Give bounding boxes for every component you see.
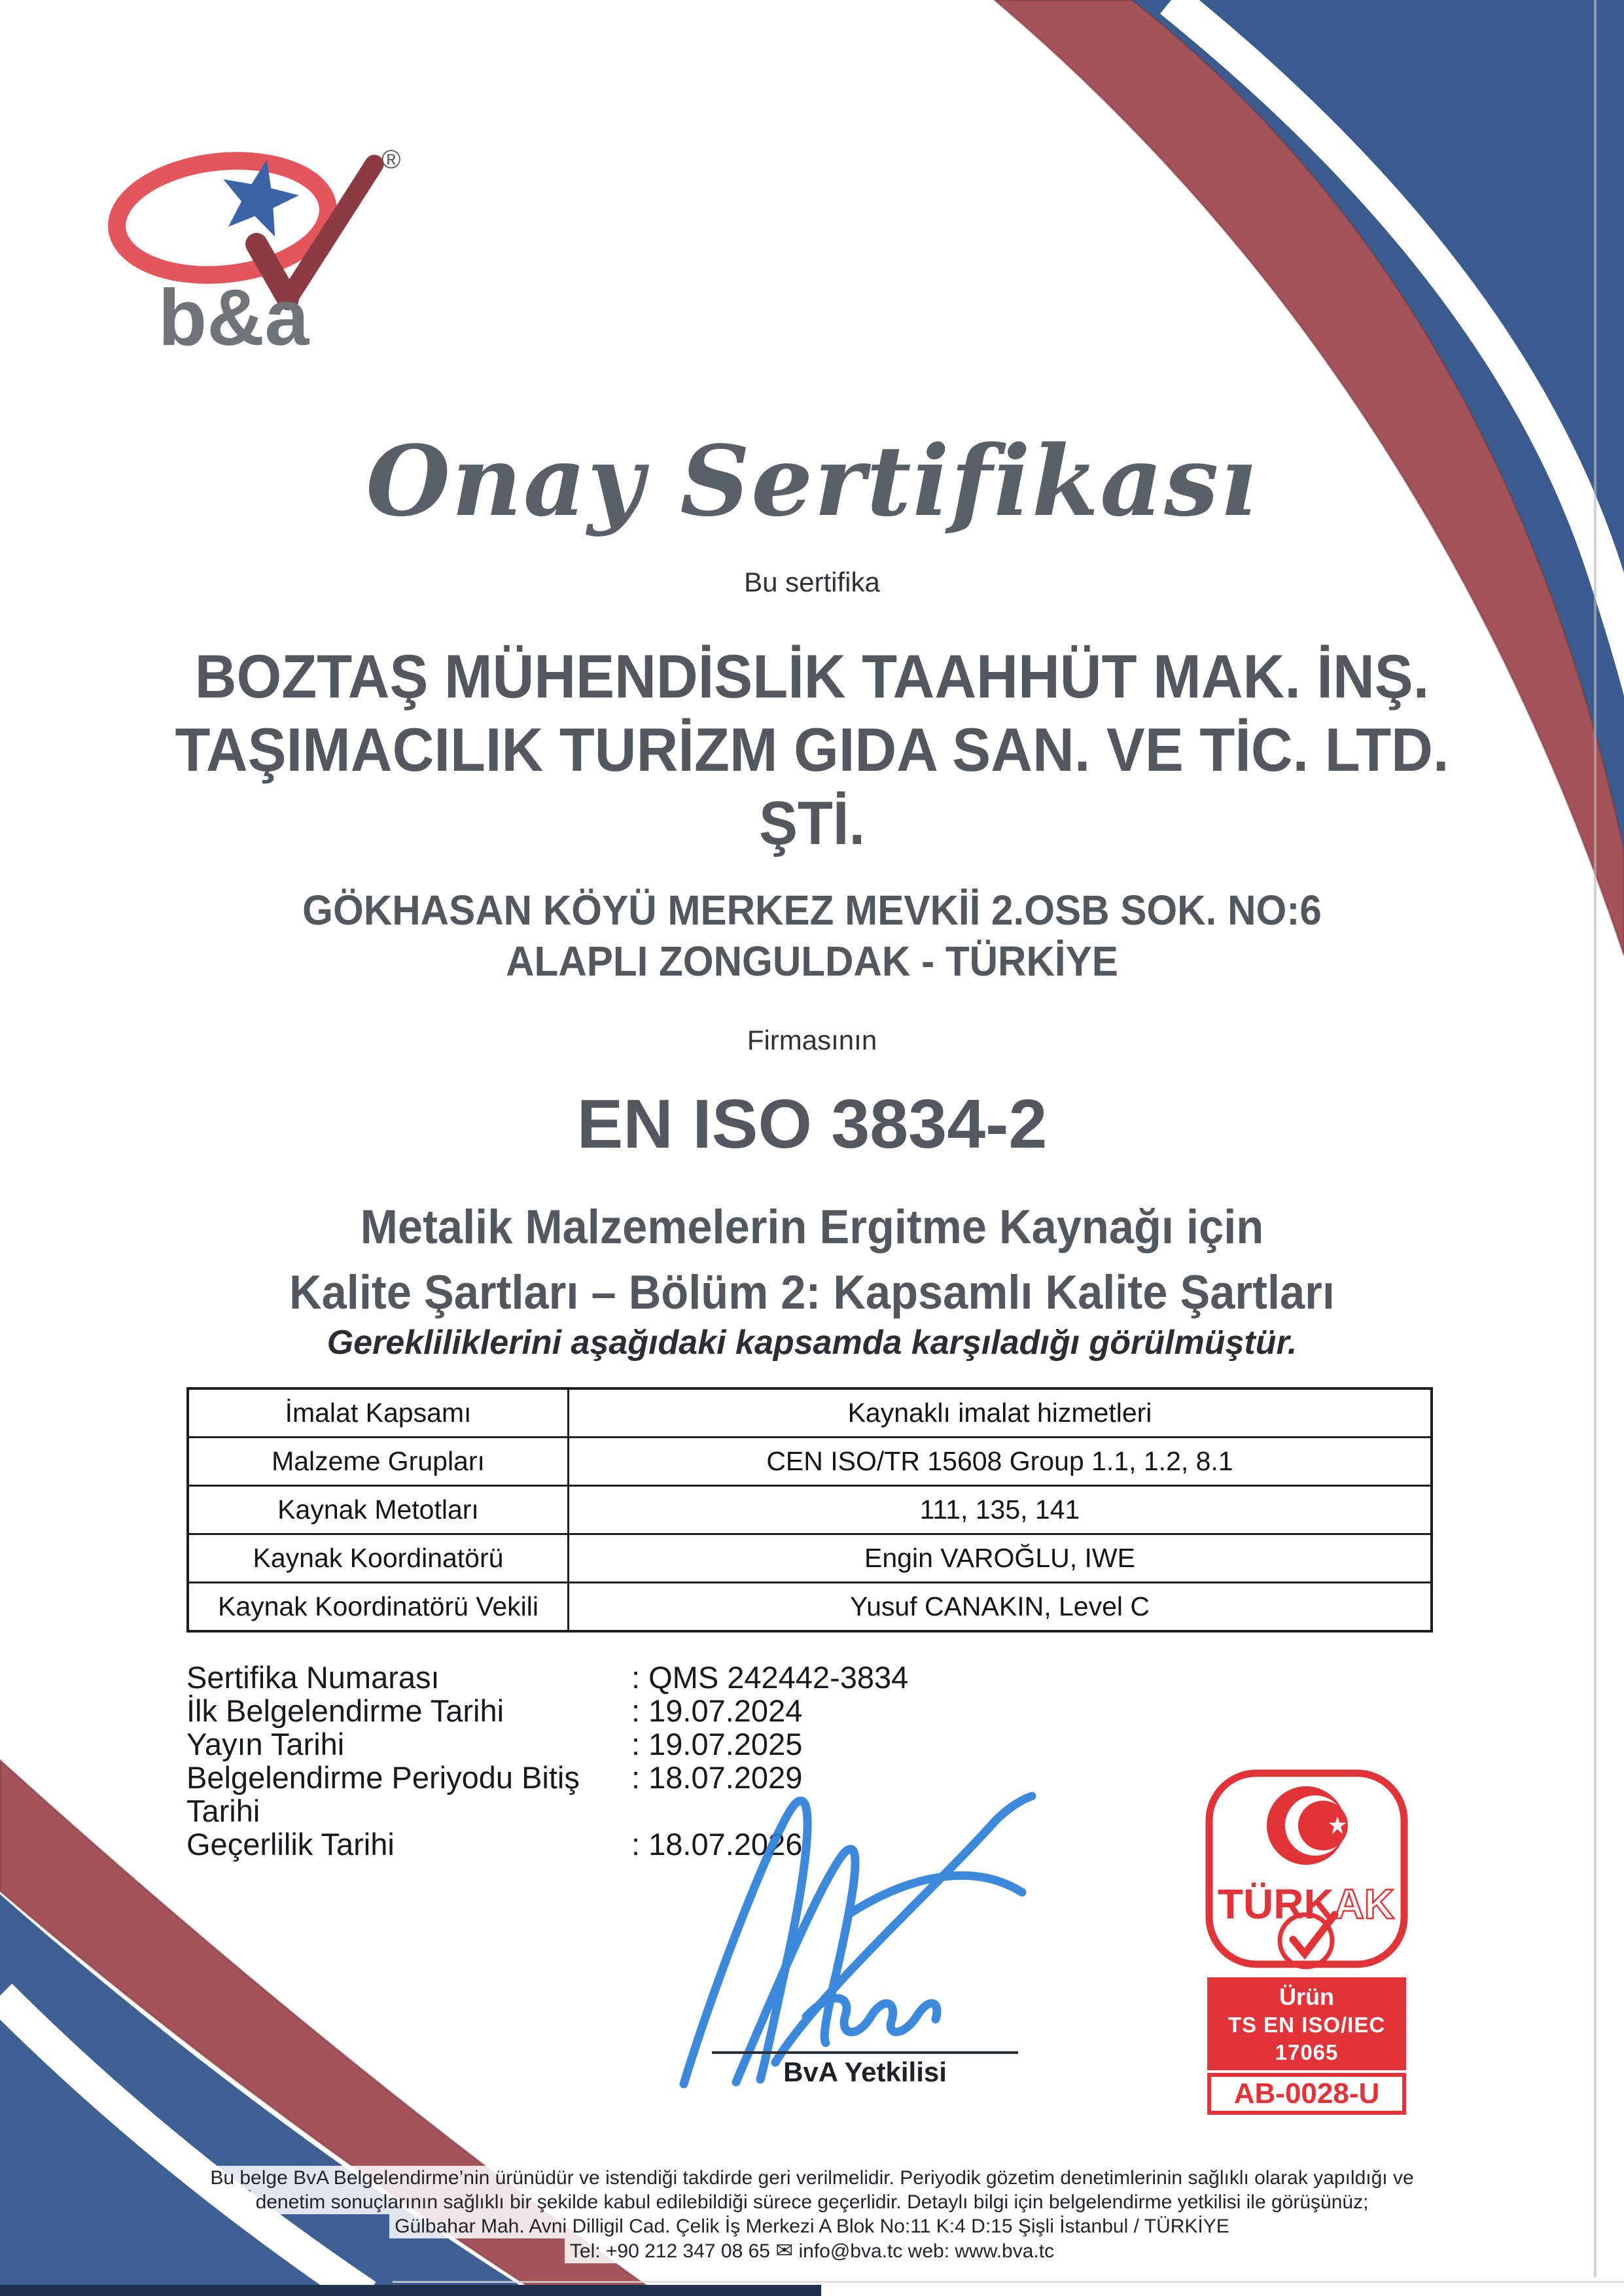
table-row-value: Engin VAROĞLU, IWE <box>864 1543 1135 1573</box>
detail-label: Belgelendirme Periyodu Bitiş Tarihi <box>186 1760 580 1828</box>
company-line: TAŞIMACILIK TURİZM GIDA SAN. VE TİC. LTD. <box>175 715 1449 784</box>
company-line: ŞTİ. <box>758 788 866 857</box>
signature-line <box>712 2051 1018 2054</box>
footer-email-web: info@bva.tc web: www.bva.tc <box>798 2240 1055 2262</box>
logo-brand-text: b&a <box>158 273 309 362</box>
footer-line: Bu belge BvA Belgelendirme’nin ürünüdür ve istendiği takdirde geri verilmelidir. Periyodik gözetim denetimlerinin sağlıklı olarak yapıldığı ve <box>205 2166 1419 2190</box>
table-row-label: Kaynak Koordinatörü <box>189 1535 569 1581</box>
intro-text: Bu sertifika <box>744 567 880 597</box>
signatory-title: BvA Yetkilisi <box>783 2057 947 2087</box>
turkak-scheme-label: Ürün <box>1279 1983 1334 2010</box>
conformity-note: Gerekliliklerini aşağıdaki kapsamda karşıladığı görülmüştür. <box>327 1324 1297 1362</box>
bottom-scan-line <box>393 2281 1624 2283</box>
table-row-label: Malzeme Grupları <box>189 1438 569 1485</box>
turkak-accreditation-number: AB-0028-U <box>1207 2073 1406 2115</box>
standard-code: EN ISO 3834-2 <box>576 1086 1048 1163</box>
turkak-logo <box>1203 1765 1412 1972</box>
envelope-icon: ✉ <box>775 2238 794 2262</box>
table-row <box>189 1390 1430 1436</box>
handwritten-signature <box>654 1780 1073 2094</box>
detail-label: İlk Belgelendirme Tarihi <box>186 1693 504 1728</box>
footer-tel: Tel: +90 212 347 08 65 <box>569 2240 770 2262</box>
detail-value: : QMS 242442-3834 <box>631 1660 909 1695</box>
turkak-accreditation-banner <box>1207 1977 1406 2115</box>
table-row <box>189 1581 1430 1630</box>
svg-text:TÜRKAK <box>1218 1881 1394 1928</box>
scope-table <box>186 1387 1433 1633</box>
standard-title-line: Metalik Malzemelerin Ergitme Kaynağı için <box>360 1201 1264 1254</box>
table-row-value: CEN ISO/TR 15608 Group 1.1, 1.2, 8.1 <box>766 1446 1233 1476</box>
bottom-navy-strip <box>0 2285 821 2296</box>
table-row-value: Yusuf CANAKIN, Level C <box>849 1591 1150 1621</box>
detail-row <box>186 1694 1037 1727</box>
detail-value: : 19.07.2025 <box>631 1727 803 1761</box>
registered-mark: ® <box>381 145 401 174</box>
turkak-standard-label: TS EN ISO/IEC 17065 <box>1227 2013 1386 2064</box>
turkak-name-outline: AK <box>1333 1881 1395 1928</box>
standard-title-line: Kalite Şartları – Bölüm 2: Kapsamlı Kalite Şartları <box>289 1266 1335 1319</box>
footer <box>0 2166 1624 2263</box>
table-row <box>189 1485 1430 1533</box>
detail-value: : 18.07.2029 <box>631 1760 803 1795</box>
footer-line: denetim sonuçlarının sağlıklı bir şekilde kabul edilebildiği sürece geçerlidir. Detaylı bilgi için belgelendirme yetkilisi ile görüşünüz; <box>251 2190 1374 2214</box>
table-row-value: 111, 135, 141 <box>919 1494 1080 1525</box>
detail-label: Yayın Tarihi <box>186 1727 345 1761</box>
turkak-name-solid: TÜRK <box>1217 1881 1334 1928</box>
detail-value: : 18.07.2026 <box>631 1827 803 1862</box>
bva-logo <box>92 134 432 383</box>
table-row <box>189 1533 1430 1581</box>
address-line: GÖKHASAN KÖYÜ MERKEZ MEVKİİ 2.OSB SOK. NO:6 <box>302 887 1322 934</box>
detail-row <box>186 1661 1037 1694</box>
table-row-label: Kaynak Metotları <box>189 1487 569 1533</box>
detail-label: Geçerlilik Tarihi <box>186 1827 395 1862</box>
detail-value: : 19.07.2024 <box>631 1693 803 1728</box>
firm-note: Firmasının <box>747 1025 877 1055</box>
footer-contact-line <box>565 2238 1059 2263</box>
table-row-label: Kaynak Koordinatörü Vekili <box>189 1583 569 1630</box>
table-row-value: Kaynaklı imalat hizmetleri <box>847 1398 1152 1428</box>
detail-label: Sertifika Numarası <box>186 1660 440 1695</box>
table-row <box>189 1436 1430 1485</box>
address-line: ALAPLI ZONGULDAK - TÜRKİYE <box>506 938 1118 985</box>
table-row-label: İmalat Kapsamı <box>189 1390 569 1436</box>
company-line: BOZTAŞ MÜHENDİSLİK TAAHHÜT MAK. İNŞ. <box>194 642 1430 711</box>
certificate-title: Onay Sertifikası <box>366 424 1258 538</box>
detail-row <box>186 1727 1037 1761</box>
company-name <box>0 640 1624 860</box>
company-address <box>0 885 1624 987</box>
footer-address-line: Gülbahar Mah. Avni Dilligil Cad. Çelik İş Merkezi A Blok No:11 K:4 D:15 Şişli İstanbul / TÜRKİYE <box>389 2214 1235 2238</box>
standard-title <box>0 1195 1624 1326</box>
